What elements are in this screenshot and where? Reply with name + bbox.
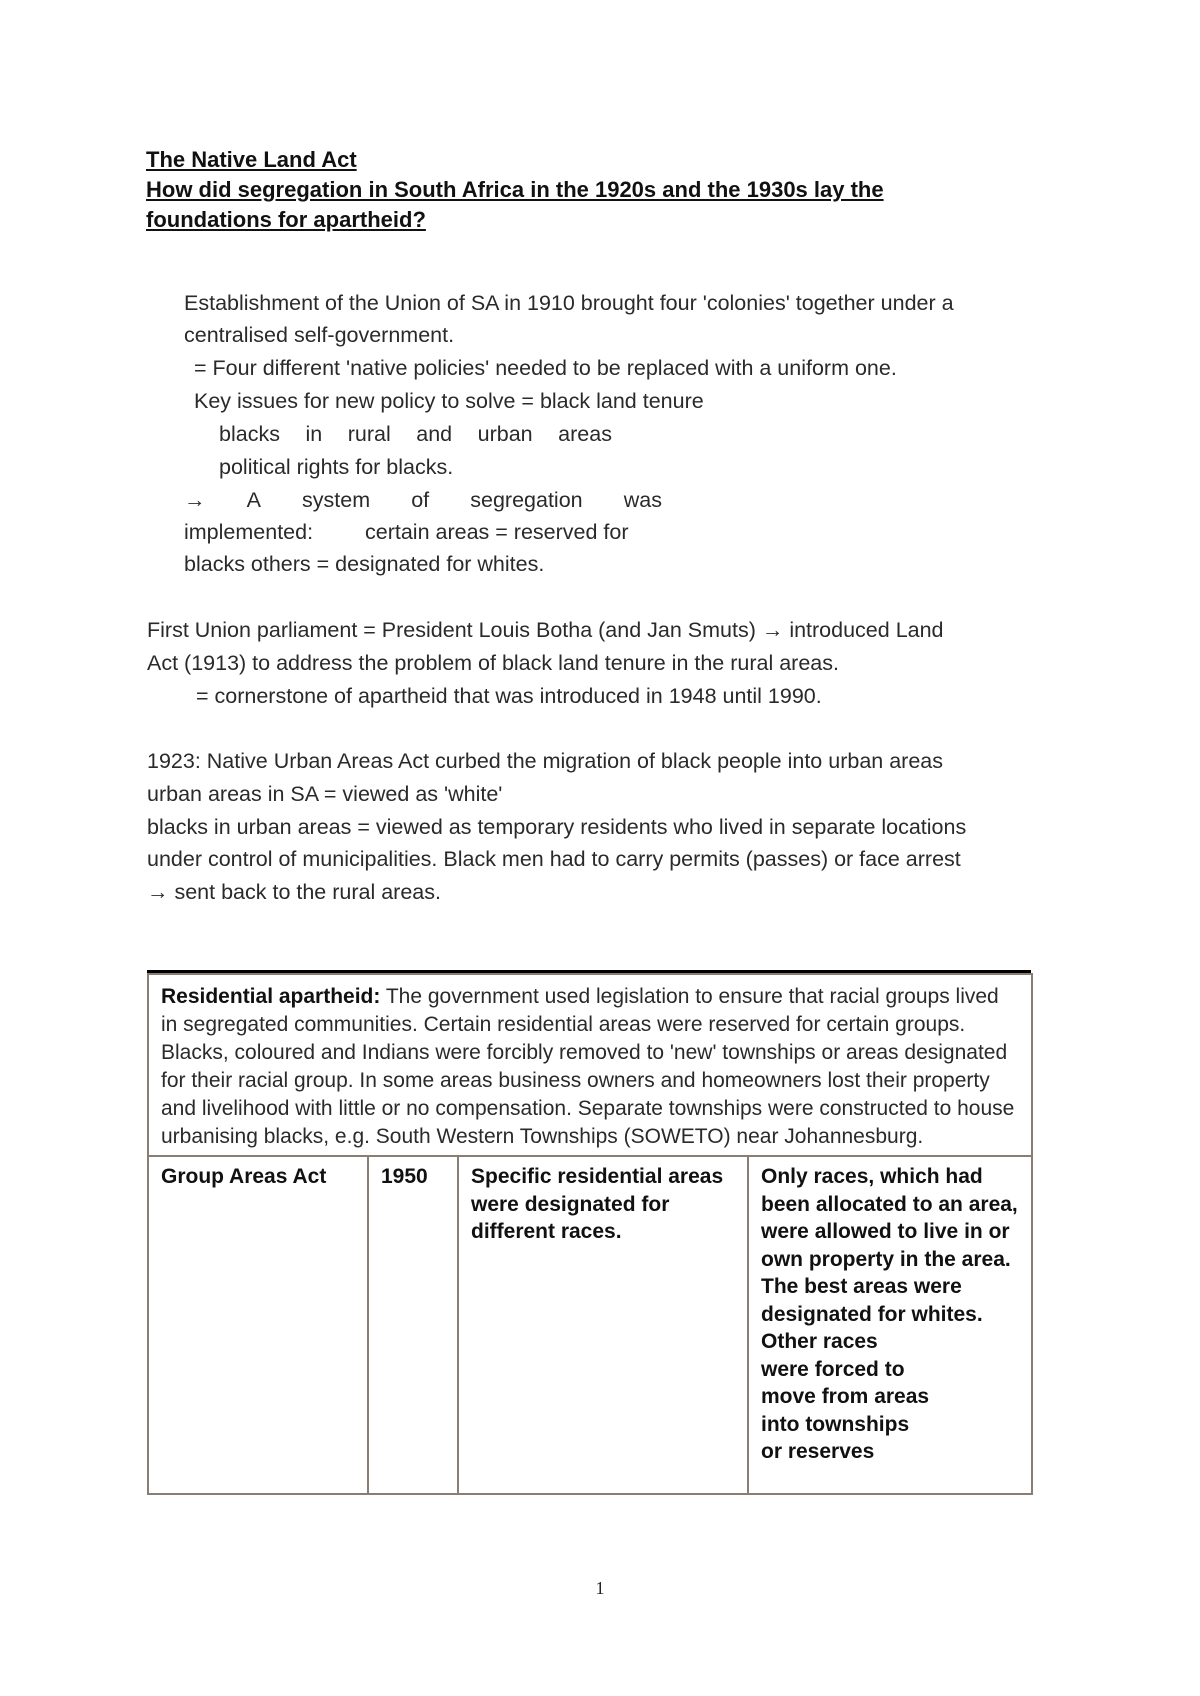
act-year-cell: 1950 [368,1156,458,1494]
implemented-label: implemented: [184,520,314,544]
urban-areas-act-line-1: 1923: Native Urban Areas Act curbed the migration of black people into urban areas [147,749,943,773]
reserved-areas-line: certain areas = reserved for [365,520,629,544]
effect-part-1: Only races, which had been allocated to an area, were allowed to live in or own property in the area. The best areas were designated for whites. [761,1165,1018,1326]
urban-areas-act-line-2: urban areas in SA = viewed as 'white' [147,782,503,806]
residential-apartheid-table [147,970,1031,1495]
native-policies-line: = Four different 'native policies' needed to be replaced with a uniform one. [194,356,897,380]
act-name-cell: Group Areas Act [148,1156,368,1494]
act-purpose-cell: Specific residential areas were designated for different races. [458,1156,748,1494]
word: and [416,422,453,446]
word: segregation [470,488,583,512]
word: A [246,488,261,512]
key-issue-political-rights: political rights for blacks. [219,455,454,479]
word: blacks [219,422,280,446]
key-issue-rural-urban [219,418,612,450]
word: was [623,488,662,512]
first-parliament-line-1: First Union parliament = President Louis Botha (and Jan Smuts) → introduced Land [147,618,944,642]
urban-areas-act-line-4: under control of municipalities. Black men had to carry permits (passes) or face arrest [147,847,961,871]
word: of [411,488,430,512]
essay-question-line-1: How did segregation in South Africa in the 1920s and the 1930s lay the [146,177,884,202]
arrow-symbol: → [184,488,206,512]
word: in [305,422,323,446]
essay-question-line-2: foundations for apartheid? [146,207,426,232]
first-parliament-line-2: Act (1913) to address the problem of black land tenure in the rural areas. [147,651,839,675]
word: areas [558,422,612,446]
intro-label: Residential apartheid: [161,985,381,1008]
key-issues-line: Key issues for new policy to solve = black land tenure [194,389,704,413]
cornerstone-line: = cornerstone of apartheid that was introduced in 1948 until 1990. [196,684,822,708]
table-row [148,1156,1032,1494]
segregation-system-line [184,484,662,516]
residential-apartheid-intro [148,974,1032,1156]
act-effect-cell [748,1156,1032,1494]
urban-areas-act-line-5: → sent back to the rural areas. [147,880,441,904]
union-establishment-line-2: centralised self-government. [184,323,455,347]
page-number: 1 [595,1578,605,1598]
word: urban [477,422,533,446]
designated-areas-line: blacks others = designated for whites. [184,552,545,576]
effect-part-2: Other races were forced to move from areas into townships or reserves [761,1330,930,1463]
word: system [302,488,371,512]
document-title: The Native Land Act [146,147,357,172]
word: rural [347,422,391,446]
intro-text: The government used legislation to ensure that racial groups lived in segregated communities. Certain residential areas were reserved for certain groups. Blacks, coloured and Indians were forcibly removed to 'new' townships or areas designated for their racial group. In some areas business owners and homeowners lost their property and livelihood with little or no compensation. Separate townships were constructed to house urbanising blacks, e.g. South Western Townships (SOWETO) near Johannesburg. [161,985,1015,1148]
union-establishment-line-1: Establishment of the Union of SA in 1910 brought four 'colonies' together under a [184,291,954,315]
urban-areas-act-line-3: blacks in urban areas = viewed as temporary residents who lived in separate locations [147,815,967,839]
